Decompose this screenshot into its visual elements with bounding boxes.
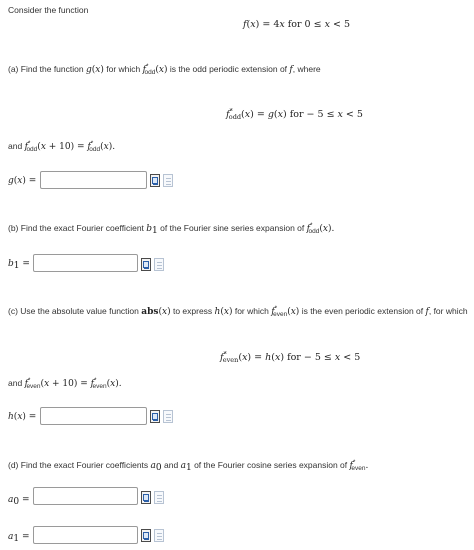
answer-input-g[interactable] (40, 171, 147, 189)
help-icon[interactable] (163, 174, 173, 187)
help-icon[interactable] (154, 529, 164, 542)
part-a-periodicity: and $f^*_{odd}(x + 10) = f^*_{odd}(x)$. (8, 140, 116, 153)
part-a-formula: $f^*_{odd}(x) = g(x)$ for − 5 ≤ x < 5 (226, 107, 363, 121)
preview-icon[interactable] (141, 529, 151, 542)
preview-icon[interactable] (150, 410, 160, 423)
answer-label-h: h(x) = (8, 412, 37, 422)
answer-label-a0: $a_0$ = (8, 495, 30, 507)
answer-input-h[interactable] (40, 407, 147, 425)
preview-icon[interactable] (141, 491, 151, 504)
part-a-prompt: (a) Find the function g(x) for which $f^*_{odd}(x)$ is the odd periodic extension of f, where (8, 63, 321, 76)
preview-icon[interactable] (150, 174, 160, 187)
help-icon[interactable] (154, 258, 164, 271)
answer-input-a1[interactable] (33, 526, 138, 544)
part-b-prompt: (b) Find the exact Fourier coefficient $b_1$ of the Fourier sine series expansion of $f^*_{odd}(x)$. (8, 222, 335, 236)
part-c-periodicity: and $f^*_{even}(x + 10) = f^*_{even}(x)$. (8, 377, 122, 390)
help-icon[interactable] (154, 491, 164, 504)
preview-icon[interactable] (141, 258, 151, 271)
answer-input-b1[interactable] (33, 254, 138, 272)
part-d-prompt: (d) Find the exact Fourier coefficients $a_0$ and $a_1$ of the Fourier cosine series expansion of $f^*_{even}$. (8, 459, 369, 473)
part-c-formula: $f^*_{even}(x) = h(x)$ for − 5 ≤ x < 5 (220, 350, 361, 364)
answer-label-a1: $a_1$ = (8, 532, 30, 544)
help-icon[interactable] (163, 410, 173, 423)
answer-input-a0[interactable] (33, 487, 138, 505)
intro-text: Consider the function (8, 5, 89, 15)
answer-label-g: g(x) = (8, 176, 37, 186)
intro-formula: f(x) = 4x for 0 ≤ x < 5 (243, 19, 350, 30)
part-c-prompt: (c) Use the absolute value function abs(x) to express h(x) for which $f^*_{even}(x)$ is the even periodic extension of f, for which (8, 305, 468, 318)
answer-label-b1: $b_1$ = (8, 259, 30, 271)
